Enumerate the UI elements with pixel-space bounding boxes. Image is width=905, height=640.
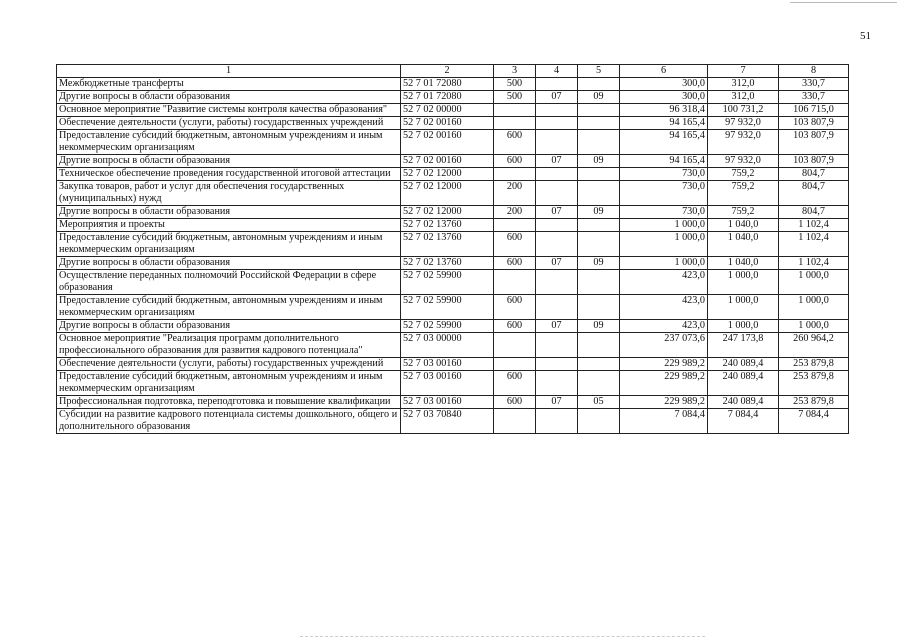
- amount-year2-cell: 100 731,2: [708, 104, 779, 117]
- amount-year3-cell: 1 102,4: [779, 257, 849, 270]
- amount-year1-cell: 229 989,2: [620, 371, 708, 396]
- row-name-cell: Предоставление субсидий бюджетным, автономным учреждениям и иным некоммерческим организациям: [57, 130, 401, 155]
- subsection-cell: 09: [578, 206, 620, 219]
- expense-type-cell: [494, 168, 536, 181]
- amount-year3-cell: 804,7: [779, 181, 849, 206]
- table-row: [57, 117, 849, 130]
- table-row: [57, 206, 849, 219]
- row-name-cell: Межбюджетные трансферты: [57, 78, 401, 91]
- amount-year1-cell: 237 073,6: [620, 333, 708, 358]
- row-name-cell: Субсидии на развитие кадрового потенциала системы дошкольного, общего и дополнительного образования: [57, 409, 401, 434]
- amount-year1-cell: 730,0: [620, 206, 708, 219]
- row-name-cell: Другие вопросы в области образования: [57, 257, 401, 270]
- section-cell: [536, 219, 578, 232]
- table-row: [57, 320, 849, 333]
- subsection-cell: [578, 409, 620, 434]
- section-cell: [536, 181, 578, 206]
- amount-year2-cell: 1 040,0: [708, 219, 779, 232]
- table-row: [57, 168, 849, 181]
- row-name-cell: Другие вопросы в области образования: [57, 206, 401, 219]
- subsection-cell: 05: [578, 396, 620, 409]
- row-name-cell: Предоставление субсидий бюджетным, автономным учреждениям и иным некоммерческим организациям: [57, 371, 401, 396]
- section-cell: [536, 295, 578, 320]
- section-cell: [536, 270, 578, 295]
- section-cell: [536, 232, 578, 257]
- target-code-cell: 52 7 02 13760: [401, 232, 494, 257]
- row-name-cell: Другие вопросы в области образования: [57, 155, 401, 168]
- expense-type-cell: 600: [494, 232, 536, 257]
- expense-type-cell: 600: [494, 257, 536, 270]
- table-row: [57, 295, 849, 320]
- section-cell: 07: [536, 206, 578, 219]
- section-cell: [536, 78, 578, 91]
- table-row: [57, 91, 849, 104]
- row-name-cell: Обеспечение деятельности (услуги, работы) государственных учреждений: [57, 358, 401, 371]
- target-code-cell: 52 7 02 12000: [401, 181, 494, 206]
- section-cell: [536, 168, 578, 181]
- amount-year2-cell: 759,2: [708, 206, 779, 219]
- amount-year1-cell: 423,0: [620, 295, 708, 320]
- table-row: [57, 396, 849, 409]
- expense-type-cell: [494, 117, 536, 130]
- table-row: [57, 219, 849, 232]
- amount-year1-cell: 423,0: [620, 270, 708, 295]
- target-code-cell: 52 7 02 13760: [401, 219, 494, 232]
- target-code-cell: 52 7 03 00000: [401, 333, 494, 358]
- row-name-cell: Мероприятия и проекты: [57, 219, 401, 232]
- amount-year3-cell: 106 715,0: [779, 104, 849, 117]
- amount-year2-cell: 1 040,0: [708, 232, 779, 257]
- table-row: [57, 104, 849, 117]
- row-name-cell: Предоставление субсидий бюджетным, автономным учреждениям и иным некоммерческим организациям: [57, 232, 401, 257]
- table-row: [57, 181, 849, 206]
- column-header: 3: [494, 65, 536, 78]
- subsection-cell: [578, 168, 620, 181]
- header-row: [57, 65, 849, 78]
- amount-year3-cell: 804,7: [779, 206, 849, 219]
- amount-year3-cell: 103 807,9: [779, 117, 849, 130]
- amount-year1-cell: 1 000,0: [620, 232, 708, 257]
- expense-type-cell: 600: [494, 320, 536, 333]
- expense-type-cell: 200: [494, 206, 536, 219]
- amount-year2-cell: 97 932,0: [708, 117, 779, 130]
- amount-year1-cell: 1 000,0: [620, 219, 708, 232]
- amount-year2-cell: 97 932,0: [708, 130, 779, 155]
- amount-year3-cell: 1 102,4: [779, 232, 849, 257]
- amount-year1-cell: 1 000,0: [620, 257, 708, 270]
- subsection-cell: 09: [578, 91, 620, 104]
- expense-type-cell: [494, 333, 536, 358]
- amount-year3-cell: 1 000,0: [779, 295, 849, 320]
- amount-year2-cell: 240 089,4: [708, 358, 779, 371]
- target-code-cell: 52 7 02 59900: [401, 320, 494, 333]
- row-name-cell: Основное мероприятие "Реализация программ дополнительного профессионального образования для развития кадрового потенциала": [57, 333, 401, 358]
- expense-type-cell: 600: [494, 155, 536, 168]
- amount-year3-cell: 253 879,8: [779, 396, 849, 409]
- amount-year2-cell: 240 089,4: [708, 396, 779, 409]
- subsection-cell: [578, 270, 620, 295]
- budget-table: [56, 64, 849, 434]
- subsection-cell: [578, 358, 620, 371]
- expense-type-cell: 600: [494, 130, 536, 155]
- top-rule: [790, 2, 897, 3]
- expense-type-cell: 600: [494, 371, 536, 396]
- expense-type-cell: [494, 104, 536, 117]
- table-row: [57, 333, 849, 358]
- table-row: [57, 270, 849, 295]
- subsection-cell: 09: [578, 320, 620, 333]
- target-code-cell: 52 7 03 70840: [401, 409, 494, 434]
- table-row: [57, 78, 849, 91]
- amount-year2-cell: 759,2: [708, 168, 779, 181]
- section-cell: 07: [536, 320, 578, 333]
- expense-type-cell: 600: [494, 396, 536, 409]
- subsection-cell: [578, 371, 620, 396]
- subsection-cell: 09: [578, 257, 620, 270]
- target-code-cell: 52 7 02 00160: [401, 130, 494, 155]
- section-cell: [536, 333, 578, 358]
- amount-year2-cell: 1 000,0: [708, 320, 779, 333]
- bottom-rule: [300, 636, 705, 637]
- target-code-cell: 52 7 02 12000: [401, 168, 494, 181]
- subsection-cell: [578, 104, 620, 117]
- column-header: 1: [57, 65, 401, 78]
- column-header: 6: [620, 65, 708, 78]
- amount-year2-cell: 1 000,0: [708, 270, 779, 295]
- target-code-cell: 52 7 02 59900: [401, 270, 494, 295]
- amount-year1-cell: 423,0: [620, 320, 708, 333]
- amount-year3-cell: 260 964,2: [779, 333, 849, 358]
- row-name-cell: Предоставление субсидий бюджетным, автономным учреждениям и иным некоммерческим организациям: [57, 295, 401, 320]
- section-cell: [536, 358, 578, 371]
- expense-type-cell: 600: [494, 295, 536, 320]
- amount-year2-cell: 97 932,0: [708, 155, 779, 168]
- section-cell: 07: [536, 257, 578, 270]
- amount-year1-cell: 96 318,4: [620, 104, 708, 117]
- subsection-cell: [578, 181, 620, 206]
- table-row: [57, 130, 849, 155]
- amount-year3-cell: 1 102,4: [779, 219, 849, 232]
- expense-type-cell: 500: [494, 78, 536, 91]
- target-code-cell: 52 7 02 59900: [401, 295, 494, 320]
- section-cell: 07: [536, 91, 578, 104]
- amount-year3-cell: 804,7: [779, 168, 849, 181]
- amount-year2-cell: 759,2: [708, 181, 779, 206]
- target-code-cell: 52 7 02 00160: [401, 117, 494, 130]
- section-cell: [536, 104, 578, 117]
- subsection-cell: [578, 232, 620, 257]
- column-header: 8: [779, 65, 849, 78]
- column-header: 5: [578, 65, 620, 78]
- amount-year1-cell: 300,0: [620, 91, 708, 104]
- row-name-cell: Закупка товаров, работ и услуг для обеспечения государственных (муниципальных) нужд: [57, 181, 401, 206]
- expense-type-cell: [494, 409, 536, 434]
- section-cell: 07: [536, 155, 578, 168]
- table-row: [57, 409, 849, 434]
- subsection-cell: [578, 117, 620, 130]
- section-cell: [536, 409, 578, 434]
- amount-year2-cell: 7 084,4: [708, 409, 779, 434]
- subsection-cell: [578, 295, 620, 320]
- amount-year1-cell: 730,0: [620, 181, 708, 206]
- expense-type-cell: [494, 270, 536, 295]
- amount-year1-cell: 300,0: [620, 78, 708, 91]
- row-name-cell: Осуществление переданных полномочий Российской Федерации в сфере образования: [57, 270, 401, 295]
- amount-year1-cell: 730,0: [620, 168, 708, 181]
- table-row: [57, 358, 849, 371]
- subsection-cell: [578, 219, 620, 232]
- section-cell: [536, 371, 578, 396]
- target-code-cell: 52 7 01 72080: [401, 91, 494, 104]
- table-row: [57, 371, 849, 396]
- amount-year1-cell: 229 989,2: [620, 358, 708, 371]
- amount-year3-cell: 103 807,9: [779, 155, 849, 168]
- row-name-cell: Другие вопросы в области образования: [57, 91, 401, 104]
- target-code-cell: 52 7 02 00160: [401, 155, 494, 168]
- expense-type-cell: [494, 219, 536, 232]
- amount-year3-cell: 253 879,8: [779, 371, 849, 396]
- amount-year2-cell: 312,0: [708, 91, 779, 104]
- amount-year3-cell: 330,7: [779, 78, 849, 91]
- row-name-cell: Профессиональная подготовка, переподготовка и повышение квалификации: [57, 396, 401, 409]
- amount-year1-cell: 94 165,4: [620, 117, 708, 130]
- amount-year1-cell: 94 165,4: [620, 130, 708, 155]
- table-row: [57, 232, 849, 257]
- amount-year2-cell: 1 040,0: [708, 257, 779, 270]
- expense-type-cell: 200: [494, 181, 536, 206]
- amount-year3-cell: 330,7: [779, 91, 849, 104]
- section-cell: [536, 130, 578, 155]
- column-header: 2: [401, 65, 494, 78]
- row-name-cell: Обеспечение деятельности (услуги, работы) государственных учреждений: [57, 117, 401, 130]
- row-name-cell: Основное мероприятие "Развитие системы контроля качества образования": [57, 104, 401, 117]
- target-code-cell: 52 7 02 13760: [401, 257, 494, 270]
- target-code-cell: 52 7 03 00160: [401, 396, 494, 409]
- row-name-cell: Техническое обеспечение проведения государственной итоговой аттестации: [57, 168, 401, 181]
- amount-year3-cell: 103 807,9: [779, 130, 849, 155]
- target-code-cell: 52 7 03 00160: [401, 358, 494, 371]
- section-cell: [536, 117, 578, 130]
- table-row: [57, 155, 849, 168]
- section-cell: 07: [536, 396, 578, 409]
- expense-type-cell: [494, 358, 536, 371]
- amount-year2-cell: 240 089,4: [708, 371, 779, 396]
- table-row: [57, 257, 849, 270]
- subsection-cell: [578, 333, 620, 358]
- target-code-cell: 52 7 02 00000: [401, 104, 494, 117]
- column-header: 4: [536, 65, 578, 78]
- amount-year2-cell: 247 173,8: [708, 333, 779, 358]
- target-code-cell: 52 7 02 12000: [401, 206, 494, 219]
- subsection-cell: [578, 130, 620, 155]
- page-number: 51: [860, 30, 871, 42]
- amount-year3-cell: 7 084,4: [779, 409, 849, 434]
- subsection-cell: 09: [578, 155, 620, 168]
- column-header: 7: [708, 65, 779, 78]
- amount-year1-cell: 7 084,4: [620, 409, 708, 434]
- amount-year3-cell: 1 000,0: [779, 320, 849, 333]
- subsection-cell: [578, 78, 620, 91]
- row-name-cell: Другие вопросы в области образования: [57, 320, 401, 333]
- amount-year3-cell: 253 879,8: [779, 358, 849, 371]
- target-code-cell: 52 7 01 72080: [401, 78, 494, 91]
- expense-type-cell: 500: [494, 91, 536, 104]
- amount-year2-cell: 312,0: [708, 78, 779, 91]
- amount-year3-cell: 1 000,0: [779, 270, 849, 295]
- amount-year2-cell: 1 000,0: [708, 295, 779, 320]
- amount-year1-cell: 94 165,4: [620, 155, 708, 168]
- amount-year1-cell: 229 989,2: [620, 396, 708, 409]
- target-code-cell: 52 7 03 00160: [401, 371, 494, 396]
